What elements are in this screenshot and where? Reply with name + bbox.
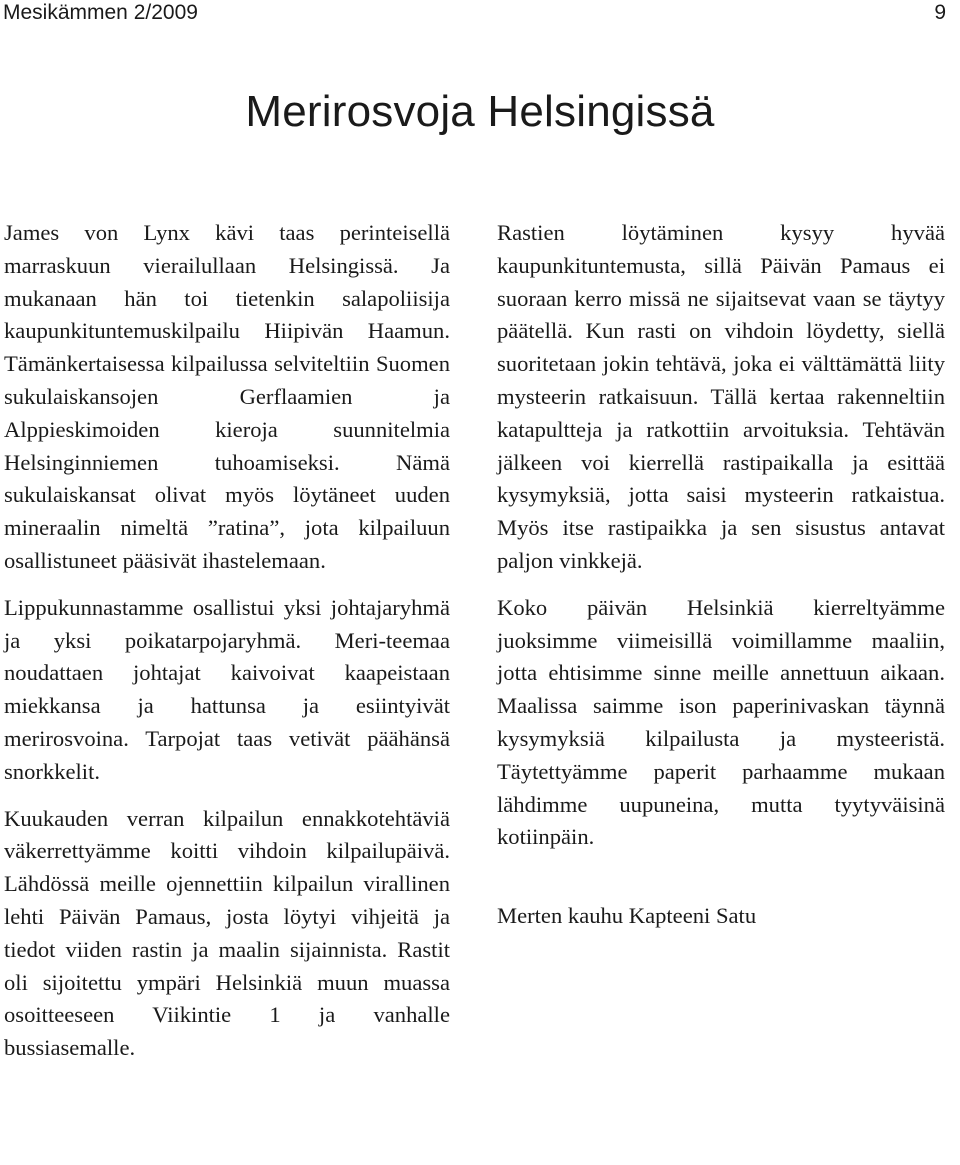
paragraph-5: Koko päivän Helsinkiä kierreltyämme juoksimme viimeisillä voimillamme maaliin, jotta ehtisimme sinne meille annettuun aikaan. Maalissa saimme ison paperinivaskan täynnä kysymyksiä kilpailusta ja mysteeristä. Täytettyämme paperit parhaamme mukaan lähdimme uupuneina, mutta tyytyväisinä kotiinpäin. (497, 594, 945, 850)
paragraph-2: Lippukunnastamme osallistui yksi johtajaryhmä ja yksi poikatarpojaryhmä. Meri-teemaa noudattaen johtajat kaivoivat kaapeistaan miekkansa ja hattunsa ja esiintyivät merirosvoina. Tarpojat taas vetivät päähänsä snorkkelit. (4, 594, 450, 784)
paragraph-3: Kuukauden verran kilpailun ennakkotehtäviä väkerrettyämme koitti vihdoin kilpailupäivä. Lähdössä meille ojennettiin kilpailun virallinen lehti Päivän Pamaus, josta löytyi vihjeitä ja tiedot viiden rastin ja maalin sijainnista. Rastit oli sijoitettu ympäri Helsinkiä muun muassa osoitteeseen Viikintie 1 ja vanhalle bussiasemalle. (4, 805, 450, 1061)
page-number: 9 (934, 1, 946, 24)
article-title: Merirosvoja Helsingissä (245, 87, 715, 136)
publication-issue: Mesikämmen 2/2009 (3, 1, 198, 24)
paragraph-4: Rastien löytäminen kysyy hyvää kaupunkituntemusta, sillä Päivän Pamaus ei suoraan kerro missä ne sijaitsevat vaan se täytyy päätellä. Kun rasti on vihdoin löydetty, siellä suoritetaan jokin tehtävä, joka ei välttämättä liity mysteerin ratkaisuun. Tällä kertaa rakenneltiin katapultteja ja ratkottiin arvoituksia. Tehtävän jälkeen voi kierrellä rastipaikalla ja esittää kysymyksiä, jotta saisi mysteerin ratkaistua. Myös itse rastipaikka ja sen sisustus antavat paljon vinkkejä. (497, 220, 945, 573)
paragraph-1: James von Lynx kävi taas perinteisellä marraskuun vierailullaan Helsingissä. Ja mukanaan hän toi tietenkin salapoliisija kaupunkituntemuskilpailu Hiipivän Haamun. Tämänkertaisessa kilpailussa selviteltiin Suomen sukulaiskansojen Gerflaamien ja Alppieskimoiden kieroja suunnitelmia Helsinginniemen tuhoamiseksi. Nämä sukulaiskansat olivat myös löytäneet uuden mineraalin nimeltä ”ratina”, jota kilpailuun osallistuneet pääsivät ihastelemaan. (4, 220, 450, 573)
running-header (0, 0, 960, 28)
author-signature: Merten kauhu Kapteeni Satu (497, 903, 757, 929)
left-column (4, 217, 450, 1079)
right-column (497, 217, 945, 947)
